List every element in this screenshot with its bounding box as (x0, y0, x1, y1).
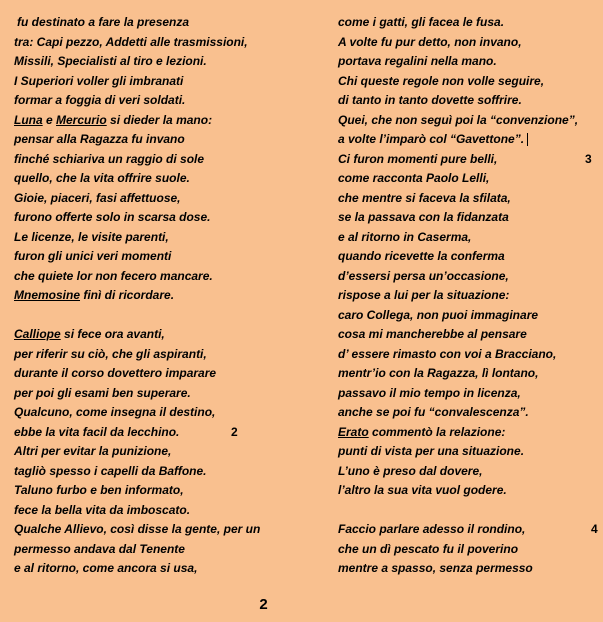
stanza-number: 2 (231, 424, 238, 439)
verse-text: e (42, 112, 57, 127)
muse-name-erato: Erato (338, 424, 369, 439)
verse-line: fu destinato a fare la presenza (17, 15, 190, 29)
verse-line: L’uno è preso dal dovere, (338, 463, 483, 478)
verse-line: anche se poi fu “convalescenza”. (338, 405, 529, 419)
verse-text: commentò la relazione: (368, 424, 506, 439)
verse-text: si dieder la mano: (106, 112, 213, 127)
verse-line: come racconta Paolo Lelli, (338, 171, 490, 185)
verse-line: Taluno furbo e ben informato, (14, 483, 184, 497)
verse-line: Gioie, piaceri, fasi affettuose, (14, 190, 181, 205)
verse-line: furon gli unici veri momenti (14, 249, 172, 263)
verse-line: formar a foggia di veri soldati. (14, 93, 186, 107)
muse-name-luna: Luna (14, 112, 43, 127)
verse-line: tra: Capi pezzo, Addetti alle trasmissioni, (14, 34, 248, 49)
verse-line: quando ricevette la conferma (338, 249, 505, 263)
verse-line (14, 325, 304, 345)
verse-line: che un dì pescato fu il poverino (338, 541, 519, 556)
verse-line: mentr’io con la Ragazza, lì lontano, (338, 366, 539, 380)
verse-line: portava regalini nella mano. (338, 54, 497, 68)
verse-line (338, 520, 600, 540)
verse-line: punti di vista per una situazione. (338, 444, 525, 458)
verse-line: Missili, Specialisti al tiro e lezioni. (14, 54, 207, 68)
left-column (14, 13, 304, 579)
muse-name-mnemosine: Mnemosine (14, 288, 81, 302)
verse-line (338, 423, 600, 443)
verse-line: passavo il mio tempo in licenza, (338, 385, 521, 400)
page-number: 2 (259, 596, 268, 613)
verse-line: d’essersi persa un’occasione, (338, 268, 509, 283)
verse-line: I Superiori voller gli imbranati (14, 73, 184, 88)
verse-line: mentre a spasso, senza permesso (338, 561, 533, 575)
verse-line: furono offerte solo in scarsa dose. (14, 210, 211, 224)
verse-line: per poi gli esami ben superare. (14, 385, 191, 400)
stanza-number: 3 (585, 151, 592, 166)
verse-line: finché schiariva un raggio di sole (14, 151, 205, 166)
verse-line: che quiete lor non fecero mancare. (14, 268, 213, 283)
muse-name-mercurio: Mercurio (56, 112, 107, 127)
verse-line: rispose a lui per la situazione: (338, 288, 510, 302)
verse-line: permesso andava dal Tenente (14, 541, 185, 556)
stanza-number: 4 (591, 522, 598, 536)
verse-line: d’ essere rimasto con voi a Bracciano, (338, 346, 557, 361)
verse-line: e al ritorno, come ancora si usa, (14, 561, 198, 575)
verse-line: fece la bella vita da imboscato. (14, 502, 191, 517)
blank-line (338, 501, 600, 521)
verse-line: pensar alla Ragazza fu invano (14, 132, 185, 146)
verse-line: A volte fu pur detto, non invano, (338, 34, 522, 49)
verse-line: Chi queste regole non volle seguire, (338, 73, 545, 88)
verse-line: l’altro la sua vita vuol godere. (338, 483, 507, 497)
verse-line: cosa mi mancherebbe al pensare (338, 327, 527, 341)
verse-line (338, 130, 600, 150)
muse-name-calliope: Calliope (14, 327, 61, 341)
right-column (338, 13, 600, 579)
verse-line: e al ritorno in Caserma, (338, 229, 472, 244)
blank-line (14, 306, 304, 326)
verse-text: si fece ora avanti, (60, 327, 165, 341)
verse-text: Ci furon momenti pure belli, (338, 151, 498, 166)
verse-line (338, 150, 600, 170)
verse-line: come i gatti, gli facea le fusa. (338, 15, 505, 29)
text-cursor (527, 133, 528, 146)
verse-line: caro Collega, non puoi immaginare (338, 307, 539, 322)
verse-line: durante il corso dovettero imparare (14, 366, 217, 380)
verse-line: per riferir su ciò, che gli aspiranti, (14, 346, 207, 361)
verse-line: tagliò spesso i capelli da Baffone. (14, 463, 207, 478)
verse-line: Le licenze, le visite parenti, (14, 229, 169, 244)
verse-line (14, 286, 304, 306)
verse-line: se la passava con la fidanzata (338, 210, 509, 224)
verse-line (14, 111, 304, 131)
verse-line: Qualche Allievo, così disse la gente, per un (14, 522, 261, 536)
verse-line: di tanto in tanto dovette soffrire. (338, 93, 522, 107)
verse-text: Faccio parlare adesso il rondino, (338, 522, 526, 536)
verse-text: finì di ricordare. (80, 288, 175, 302)
verse-line: Altri per evitar la punizione, (14, 444, 172, 458)
verse-line: Qualcuno, come insegna il destino, (14, 405, 216, 419)
verse-line: che mentre si faceva la sfilata, (338, 190, 511, 205)
verse-text: ebbe la vita facil da lecchino. (14, 424, 180, 439)
verse-text: a volte l’imparò col “Gavettone”. (338, 132, 525, 146)
verse-line: Quei, che non seguì poi la “convenzione”, (338, 112, 579, 127)
verse-line: quello, che la vita offrire suole. (14, 171, 190, 185)
verse-line (14, 423, 304, 443)
